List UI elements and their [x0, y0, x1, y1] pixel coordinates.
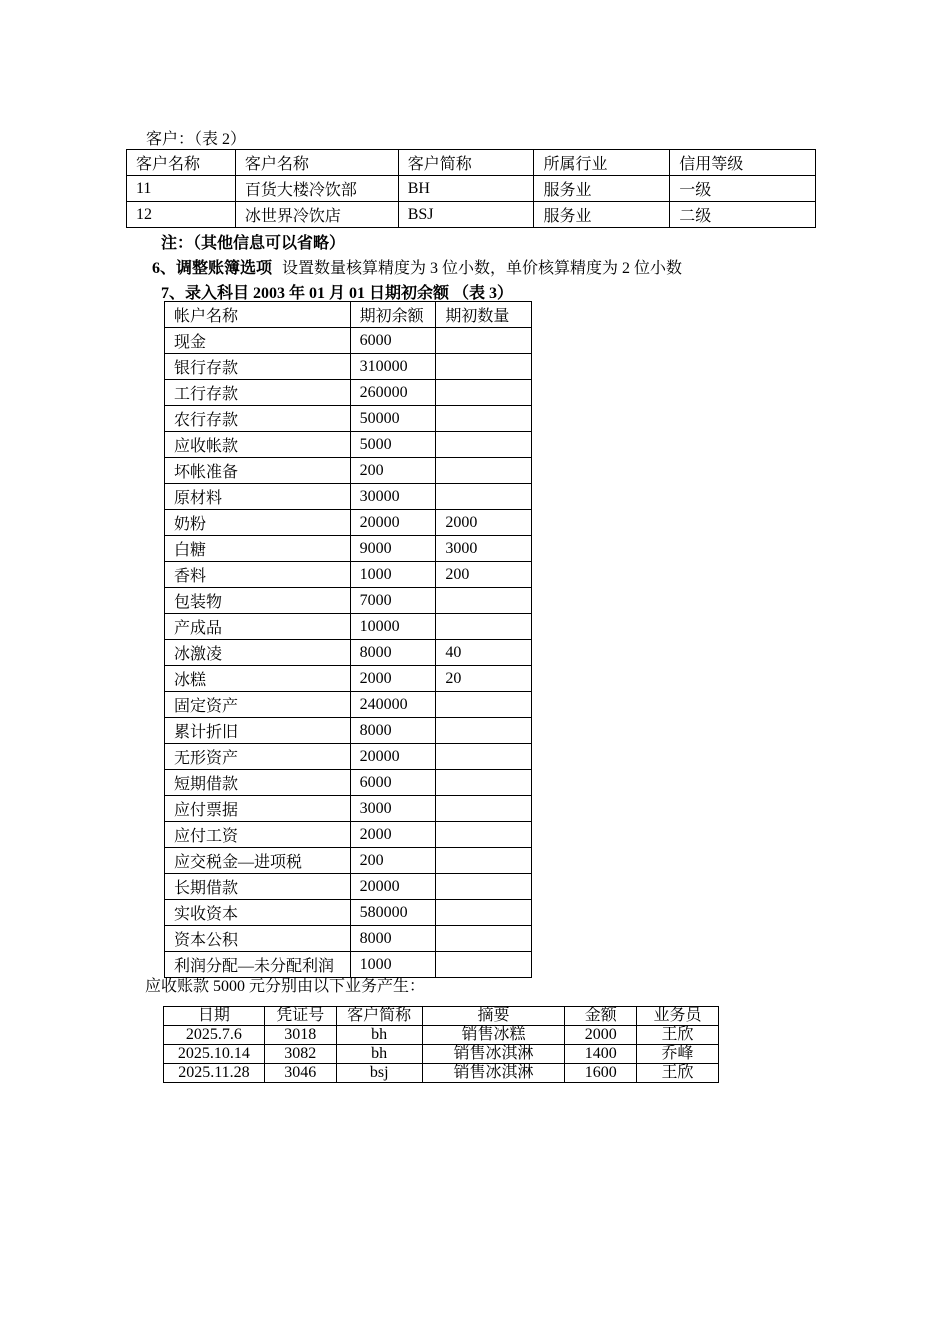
table-cell: 2000: [565, 1026, 637, 1045]
table-cell: 一级: [670, 176, 816, 202]
table-cell: 白糖: [165, 536, 351, 562]
table-cell: 资本公积: [165, 926, 351, 952]
table-cell: 无形资产: [165, 744, 351, 770]
table-row: [165, 484, 532, 510]
table-row: [165, 744, 532, 770]
table-cell: 8000: [350, 926, 436, 952]
table-cell: 王欣: [637, 1026, 719, 1045]
table-cell: [436, 432, 532, 458]
table-row: [127, 176, 816, 202]
table-cell: 20: [436, 666, 532, 692]
table-cell: 短期借款: [165, 770, 351, 796]
table-cell: 6000: [350, 770, 436, 796]
table-cell: 200: [350, 848, 436, 874]
receivable-table-body: [164, 1007, 719, 1083]
table-cell: 580000: [350, 900, 436, 926]
table-cell: 30000: [350, 484, 436, 510]
column-header: 所属行业: [534, 150, 670, 176]
table-cell: 香料: [165, 562, 351, 588]
table-cell: 2025.7.6: [164, 1026, 265, 1045]
table-cell: 坏帐准备: [165, 458, 351, 484]
table-row: [165, 588, 532, 614]
table-cell: 3082: [264, 1045, 336, 1064]
column-header: 客户简称: [398, 150, 534, 176]
column-header: 凭证号: [264, 1007, 336, 1026]
table-cell: 现金: [165, 328, 351, 354]
table-cell: 销售冰糕: [422, 1026, 565, 1045]
table-cell: bh: [336, 1045, 422, 1064]
table-cell: 9000: [350, 536, 436, 562]
table-cell: 2000: [436, 510, 532, 536]
table-cell: 冰糕: [165, 666, 351, 692]
table-cell: 销售冰淇淋: [422, 1064, 565, 1083]
table-row: [127, 202, 816, 228]
table-cell: 1000: [350, 952, 436, 978]
column-header: 信用等级: [670, 150, 816, 176]
table-cell: 农行存款: [165, 406, 351, 432]
table-cell: 长期借款: [165, 874, 351, 900]
column-header: 业务员: [637, 1007, 719, 1026]
table-row: [165, 770, 532, 796]
table-cell: 固定资产: [165, 692, 351, 718]
table-cell: 包装物: [165, 588, 351, 614]
table-row: [164, 1026, 719, 1045]
column-header: 期初余额: [350, 302, 436, 328]
table-cell: 利润分配—未分配利润: [165, 952, 351, 978]
table-cell: 3000: [436, 536, 532, 562]
table-cell: [436, 770, 532, 796]
table-cell: [436, 484, 532, 510]
column-header: 摘要: [422, 1007, 565, 1026]
table-cell: [436, 458, 532, 484]
table-row: [165, 536, 532, 562]
table-cell: 200: [350, 458, 436, 484]
table-cell: [436, 874, 532, 900]
opening-balance-table: [164, 301, 532, 978]
customer-table: [126, 149, 816, 228]
step-6-text: 设置数量核算精度为 3 位小数，单价核算精度为 2 位小数: [282, 260, 683, 277]
table-row: [165, 666, 532, 692]
column-header: 客户名称: [127, 150, 236, 176]
table-cell: 累计折旧: [165, 718, 351, 744]
table-cell: [436, 354, 532, 380]
table-cell: 20000: [350, 874, 436, 900]
table-cell: 310000: [350, 354, 436, 380]
table-cell: [436, 952, 532, 978]
column-header: 日期: [164, 1007, 265, 1026]
table-cell: 服务业: [534, 176, 670, 202]
table-row: [165, 380, 532, 406]
table-cell: bsj: [336, 1064, 422, 1083]
table-cell: 2000: [350, 666, 436, 692]
table-row: [165, 328, 532, 354]
table-row: [165, 848, 532, 874]
step-7-title: 7、录入科目 2003 年 01 月 01 日期初余额 （表 3）: [161, 285, 514, 302]
table-cell: [436, 380, 532, 406]
table-row: [164, 1045, 719, 1064]
table-cell: 20000: [350, 744, 436, 770]
table-row: [165, 432, 532, 458]
table-row: [165, 822, 532, 848]
table-cell: 奶粉: [165, 510, 351, 536]
table-cell: 1600: [565, 1064, 637, 1083]
table-cell: 50000: [350, 406, 436, 432]
table-cell: [436, 796, 532, 822]
table-cell: 12: [127, 202, 236, 228]
table-cell: 5000: [350, 432, 436, 458]
table-row: [165, 354, 532, 380]
table-row: [165, 614, 532, 640]
table-cell: BH: [398, 176, 534, 202]
table-cell: 王欣: [637, 1064, 719, 1083]
table-cell: [436, 848, 532, 874]
table-cell: 冰激凌: [165, 640, 351, 666]
table-cell: [436, 900, 532, 926]
customer-table-body: [127, 150, 816, 228]
receivable-caption: 应收账款 5000 元分别由以下业务产生：: [145, 978, 426, 995]
column-header: 期初数量: [436, 302, 532, 328]
table-cell: 3046: [264, 1064, 336, 1083]
table-cell: 20000: [350, 510, 436, 536]
table-row: [165, 640, 532, 666]
table-cell: 应交税金—进项税: [165, 848, 351, 874]
table-cell: 7000: [350, 588, 436, 614]
table-cell: 1400: [565, 1045, 637, 1064]
table-cell: 百货大楼冷饮部: [235, 176, 398, 202]
table-cell: 3000: [350, 796, 436, 822]
table-cell: 银行存款: [165, 354, 351, 380]
customer-table-caption: 客户：（表 2）: [146, 131, 247, 148]
table-cell: [436, 614, 532, 640]
table-row: [165, 406, 532, 432]
opening-balance-table-body: [165, 302, 532, 978]
table-cell: 原材料: [165, 484, 351, 510]
column-header: 客户简称: [336, 1007, 422, 1026]
header-row: [165, 302, 532, 328]
table-cell: [436, 718, 532, 744]
table-cell: BSJ: [398, 202, 534, 228]
table-cell: [436, 926, 532, 952]
table-row: [165, 510, 532, 536]
table-cell: 260000: [350, 380, 436, 406]
table-row: [165, 692, 532, 718]
table-cell: 1000: [350, 562, 436, 588]
table-cell: 销售冰淇淋: [422, 1045, 565, 1064]
header-row: [127, 150, 816, 176]
table-cell: [436, 822, 532, 848]
table-cell: [436, 744, 532, 770]
table-cell: 240000: [350, 692, 436, 718]
table-cell: 服务业: [534, 202, 670, 228]
table-row: [164, 1064, 719, 1083]
table-cell: [436, 588, 532, 614]
table-row: [165, 562, 532, 588]
table-cell: [436, 406, 532, 432]
table-row: [165, 874, 532, 900]
table-cell: 2025.10.14: [164, 1045, 265, 1064]
table-cell: 冰世界冷饮店: [235, 202, 398, 228]
table-row: [165, 796, 532, 822]
table-cell: bh: [336, 1026, 422, 1045]
table-cell: 3018: [264, 1026, 336, 1045]
table-cell: 10000: [350, 614, 436, 640]
table-cell: 40: [436, 640, 532, 666]
table-cell: 应收帐款: [165, 432, 351, 458]
table-row: [165, 900, 532, 926]
step-6-line: [152, 255, 682, 278]
note-text: 注：（其他信息可以省略）: [161, 235, 346, 252]
table-cell: 工行存款: [165, 380, 351, 406]
table-cell: 6000: [350, 328, 436, 354]
table-cell: [436, 692, 532, 718]
table-row: [165, 926, 532, 952]
table-cell: 8000: [350, 718, 436, 744]
table-row: [165, 718, 532, 744]
table-cell: 应付工资: [165, 822, 351, 848]
table-cell: 二级: [670, 202, 816, 228]
column-header: 帐户名称: [165, 302, 351, 328]
header-row: [164, 1007, 719, 1026]
receivable-table: [163, 1006, 719, 1083]
column-header: 客户名称: [235, 150, 398, 176]
step-6-title: 6、调整账簿选项: [152, 260, 273, 277]
table-cell: 乔峰: [637, 1045, 719, 1064]
table-cell: [436, 328, 532, 354]
table-cell: 应付票据: [165, 796, 351, 822]
table-cell: 实收资本: [165, 900, 351, 926]
table-row: [165, 458, 532, 484]
table-cell: 2025.11.28: [164, 1064, 265, 1083]
table-cell: 2000: [350, 822, 436, 848]
column-header: 金额: [565, 1007, 637, 1026]
table-cell: 11: [127, 176, 236, 202]
table-cell: 产成品: [165, 614, 351, 640]
table-cell: 8000: [350, 640, 436, 666]
table-cell: 200: [436, 562, 532, 588]
